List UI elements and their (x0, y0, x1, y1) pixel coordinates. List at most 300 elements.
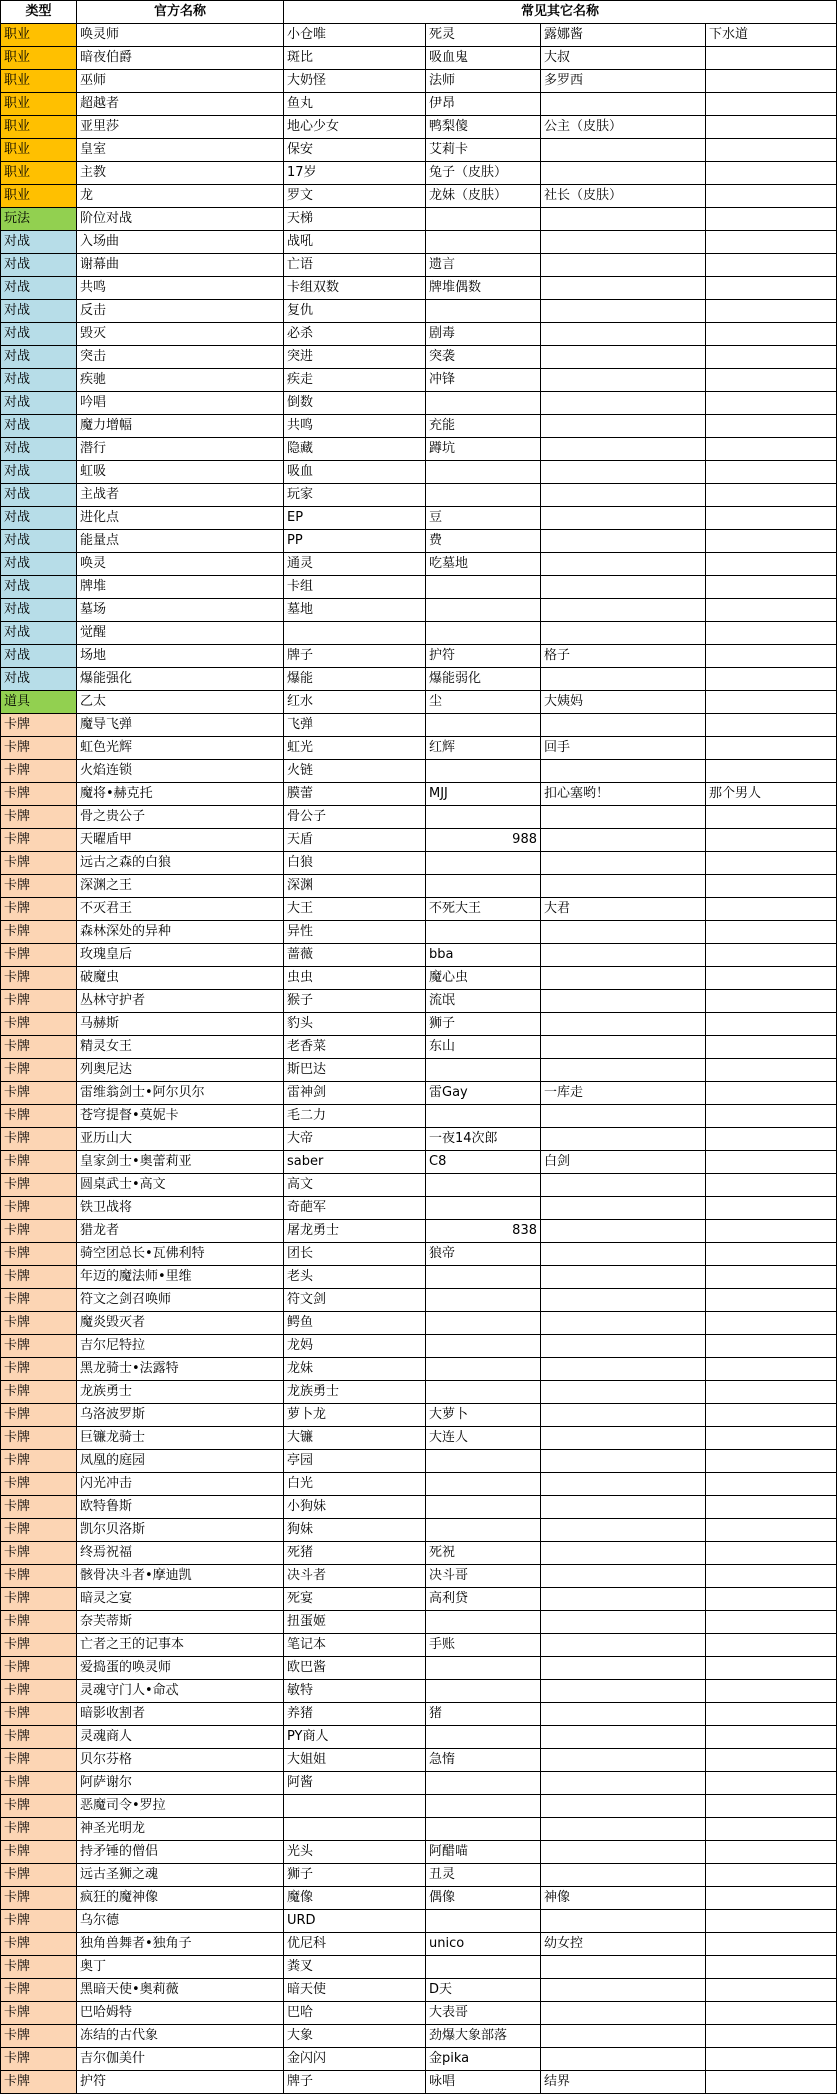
table-row (1, 2071, 837, 2094)
row-official-name-cell: 远古之森的白狼 (77, 852, 284, 875)
row-alt-name-cell: 龙妈 (284, 1335, 426, 1358)
row-alt-name-cell: 萝卜龙 (284, 1404, 426, 1427)
row-alt-name-cell (426, 1266, 541, 1289)
row-official-name-cell: 亚历山大 (77, 1128, 284, 1151)
table-row (1, 1358, 837, 1381)
row-alt-name-cell: 爆能 (284, 668, 426, 691)
table-row (1, 1887, 837, 1910)
row-alt-name-cell: 兔子（皮肤） (426, 162, 541, 185)
table-row (1, 1197, 837, 1220)
row-alt-name-cell (706, 323, 837, 346)
row-alt-name-cell: bba (426, 944, 541, 967)
row-alt-name-cell: 费 (426, 530, 541, 553)
row-alt-name-cell: 战吼 (284, 231, 426, 254)
table-row (1, 1151, 837, 1174)
row-alt-name-cell: 红水 (284, 691, 426, 714)
row-alt-name-cell: 异性 (284, 921, 426, 944)
row-alt-name-cell: C8 (426, 1151, 541, 1174)
row-alt-name-cell (706, 461, 837, 484)
row-official-name-cell: 不灭君王 (77, 898, 284, 921)
table-row (1, 668, 837, 691)
row-alt-name-cell: 那个男人 (706, 783, 837, 806)
row-alt-name-cell (426, 875, 541, 898)
row-alt-name-cell: 高文 (284, 1174, 426, 1197)
row-alt-name-cell (706, 1565, 837, 1588)
row-alt-name-cell: 狮子 (284, 1864, 426, 1887)
row-alt-name-cell: 死灵 (426, 24, 541, 47)
row-alt-name-cell (706, 70, 837, 93)
row-alt-name-cell (706, 1174, 837, 1197)
table-row (1, 967, 837, 990)
row-alt-name-cell: 牌子 (284, 2071, 426, 2094)
row-alt-name-cell: 决斗哥 (426, 1565, 541, 1588)
row-alt-name-cell: 飞弹 (284, 714, 426, 737)
table-row (1, 24, 837, 47)
row-alt-name-cell: 复仇 (284, 300, 426, 323)
row-alt-name-cell (541, 1013, 706, 1036)
row-type-cell: 卡牌 (1, 1105, 77, 1128)
row-alt-name-cell: 大奶怪 (284, 70, 426, 93)
row-alt-name-cell (706, 668, 837, 691)
row-alt-name-cell (706, 1795, 837, 1818)
row-alt-name-cell: saber (284, 1151, 426, 1174)
row-alt-name-cell (426, 1358, 541, 1381)
table-row (1, 599, 837, 622)
row-type-cell: 卡牌 (1, 1266, 77, 1289)
table-row (1, 1680, 837, 1703)
row-alt-name-cell: 老香菜 (284, 1036, 426, 1059)
table-row (1, 760, 837, 783)
table-row (1, 1496, 837, 1519)
row-alt-name-cell (706, 829, 837, 852)
row-alt-name-cell (426, 1105, 541, 1128)
row-type-cell: 卡牌 (1, 1979, 77, 2002)
row-alt-name-cell (541, 1542, 706, 1565)
table-body (1, 24, 837, 2094)
row-official-name-cell: 深渊之王 (77, 875, 284, 898)
table-row (1, 944, 837, 967)
row-alt-name-cell: 膜蕾 (284, 783, 426, 806)
table-row (1, 208, 837, 231)
row-alt-name-cell (426, 1312, 541, 1335)
row-official-name-cell: 骨之贵公子 (77, 806, 284, 829)
row-alt-name-cell: 白剑 (541, 1151, 706, 1174)
row-official-name-cell: 独角兽舞者•独角子 (77, 1933, 284, 1956)
row-alt-name-cell (706, 1082, 837, 1105)
row-alt-name-cell (426, 1450, 541, 1473)
table-row (1, 139, 837, 162)
table-row (1, 1243, 837, 1266)
row-alt-name-cell (541, 93, 706, 116)
row-type-cell: 卡牌 (1, 990, 77, 1013)
row-alt-name-cell (541, 1611, 706, 1634)
table-row (1, 1312, 837, 1335)
row-official-name-cell: 能量点 (77, 530, 284, 553)
row-alt-name-cell (541, 1243, 706, 1266)
row-alt-name-cell: 遗言 (426, 254, 541, 277)
row-alt-name-cell (706, 1335, 837, 1358)
row-alt-name-cell (541, 1795, 706, 1818)
row-alt-name-cell (426, 714, 541, 737)
row-alt-name-cell (706, 47, 837, 70)
table-row (1, 898, 837, 921)
row-type-cell: 卡牌 (1, 1404, 77, 1427)
row-alt-name-cell (706, 208, 837, 231)
table-row (1, 530, 837, 553)
row-alt-name-cell: 劲爆大象部落 (426, 2025, 541, 2048)
row-alt-name-cell: 死宴 (284, 1588, 426, 1611)
table-row (1, 1059, 837, 1082)
row-alt-name-cell: 团长 (284, 1243, 426, 1266)
row-alt-name-cell: 龙妹（皮肤） (426, 185, 541, 208)
row-alt-name-cell (706, 1703, 837, 1726)
row-type-cell: 对战 (1, 553, 77, 576)
row-alt-name-cell: 吸血鬼 (426, 47, 541, 70)
row-alt-name-cell (706, 990, 837, 1013)
row-type-cell: 卡牌 (1, 1703, 77, 1726)
row-official-name-cell: 凯尔贝洛斯 (77, 1519, 284, 1542)
table-row (1, 1473, 837, 1496)
row-type-cell: 卡牌 (1, 1795, 77, 1818)
row-type-cell: 卡牌 (1, 1128, 77, 1151)
row-alt-name-cell (426, 622, 541, 645)
row-alt-name-cell: 下水道 (706, 24, 837, 47)
row-alt-name-cell: 蹲坑 (426, 438, 541, 461)
row-type-cell: 对战 (1, 415, 77, 438)
row-official-name-cell: 巨镰龙骑士 (77, 1427, 284, 1450)
row-type-cell: 卡牌 (1, 1174, 77, 1197)
table-row (1, 231, 837, 254)
row-official-name-cell: 铁卫战将 (77, 1197, 284, 1220)
row-alt-name-cell (706, 530, 837, 553)
row-alt-name-cell (541, 392, 706, 415)
row-alt-name-cell (706, 737, 837, 760)
row-type-cell: 对战 (1, 599, 77, 622)
row-alt-name-cell (426, 760, 541, 783)
row-alt-name-cell (706, 1818, 837, 1841)
row-type-cell: 卡牌 (1, 2025, 77, 2048)
row-alt-name-cell (426, 1197, 541, 1220)
row-official-name-cell: 龙族勇士 (77, 1381, 284, 1404)
row-alt-name-cell (706, 1059, 837, 1082)
table-row (1, 1427, 837, 1450)
header-type: 类型 (1, 1, 77, 24)
row-type-cell: 卡牌 (1, 1542, 77, 1565)
table-row (1, 323, 837, 346)
row-alt-name-cell: 大连人 (426, 1427, 541, 1450)
row-alt-name-cell: 小仓唯 (284, 24, 426, 47)
row-alt-name-cell (541, 300, 706, 323)
table-row (1, 507, 837, 530)
row-alt-name-cell (541, 599, 706, 622)
row-alt-name-cell (541, 1036, 706, 1059)
table-row (1, 1657, 837, 1680)
table-row (1, 438, 837, 461)
row-alt-name-cell (541, 162, 706, 185)
row-alt-name-cell (541, 1220, 706, 1243)
row-alt-name-cell (541, 1059, 706, 1082)
row-alt-name-cell: 符文剑 (284, 1289, 426, 1312)
row-alt-name-cell (541, 484, 706, 507)
row-type-cell: 卡牌 (1, 783, 77, 806)
table-row (1, 1588, 837, 1611)
row-alt-name-cell: 大叔 (541, 47, 706, 70)
row-official-name-cell: 终焉祝福 (77, 1542, 284, 1565)
row-type-cell: 对战 (1, 392, 77, 415)
row-alt-name-cell (541, 438, 706, 461)
row-type-cell: 职业 (1, 24, 77, 47)
table-row (1, 1174, 837, 1197)
row-alt-name-cell (541, 1128, 706, 1151)
row-official-name-cell: 主战者 (77, 484, 284, 507)
row-alt-name-cell: 大帝 (284, 1128, 426, 1151)
row-alt-name-cell: 神像 (541, 1887, 706, 1910)
row-alt-name-cell: 不死大王 (426, 898, 541, 921)
row-alt-name-cell: 骨公子 (284, 806, 426, 829)
row-alt-name-cell: 白狼 (284, 852, 426, 875)
row-alt-name-cell (706, 484, 837, 507)
row-alt-name-cell: 突袭 (426, 346, 541, 369)
table-row (1, 1910, 837, 1933)
row-alt-name-cell: 回手 (541, 737, 706, 760)
row-alt-name-cell (706, 1473, 837, 1496)
table-row (1, 1289, 837, 1312)
row-alt-name-cell (706, 1358, 837, 1381)
row-type-cell: 对战 (1, 438, 77, 461)
row-alt-name-cell (541, 1565, 706, 1588)
row-type-cell: 卡牌 (1, 1473, 77, 1496)
row-alt-name-cell: 尘 (426, 691, 541, 714)
table-row (1, 300, 837, 323)
row-alt-name-cell (541, 1289, 706, 1312)
row-type-cell: 对战 (1, 645, 77, 668)
row-alt-name-cell: 金闪闪 (284, 2048, 426, 2071)
table-row (1, 254, 837, 277)
row-alt-name-cell (541, 668, 706, 691)
row-official-name-cell: 反击 (77, 300, 284, 323)
row-official-name-cell: 谢幕曲 (77, 254, 284, 277)
row-alt-name-cell (706, 599, 837, 622)
row-alt-name-cell (706, 1979, 837, 2002)
row-alt-name-cell: 阿酱 (284, 1772, 426, 1795)
row-alt-name-cell (706, 875, 837, 898)
header-other-names: 常见其它名称 (284, 1, 837, 24)
row-official-name-cell: 疾驰 (77, 369, 284, 392)
row-alt-name-cell (426, 1657, 541, 1680)
table-row (1, 1979, 837, 2002)
row-alt-name-cell (426, 1818, 541, 1841)
row-alt-name-cell (706, 1910, 837, 1933)
row-alt-name-cell: 多罗西 (541, 70, 706, 93)
row-official-name-cell: 阶位对战 (77, 208, 284, 231)
row-type-cell: 对战 (1, 277, 77, 300)
table-row (1, 1933, 837, 1956)
row-alt-name-cell (541, 1496, 706, 1519)
row-official-name-cell: 场地 (77, 645, 284, 668)
row-type-cell: 卡牌 (1, 1864, 77, 1887)
row-alt-name-cell: 卡组 (284, 576, 426, 599)
row-alt-name-cell: 大萝卜 (426, 1404, 541, 1427)
row-alt-name-cell (541, 576, 706, 599)
row-alt-name-cell (541, 346, 706, 369)
row-alt-name-cell: 倒数 (284, 392, 426, 415)
row-alt-name-cell: 决斗者 (284, 1565, 426, 1588)
row-alt-name-cell (426, 208, 541, 231)
row-alt-name-cell (541, 714, 706, 737)
row-alt-name-cell (541, 2025, 706, 2048)
row-alt-name-cell (541, 760, 706, 783)
table-row (1, 783, 837, 806)
row-official-name-cell: 神圣光明龙 (77, 1818, 284, 1841)
row-type-cell: 对战 (1, 576, 77, 599)
row-alt-name-cell (706, 1036, 837, 1059)
row-alt-name-cell (706, 622, 837, 645)
row-alt-name-cell: 鳄鱼 (284, 1312, 426, 1335)
table-row (1, 93, 837, 116)
row-alt-name-cell: 金pika (426, 2048, 541, 2071)
row-alt-name-cell (426, 1059, 541, 1082)
row-alt-name-cell: 粪叉 (284, 1956, 426, 1979)
table-row (1, 162, 837, 185)
row-type-cell: 卡牌 (1, 1036, 77, 1059)
row-official-name-cell: 冻结的古代象 (77, 2025, 284, 2048)
table-row (1, 1404, 837, 1427)
row-type-cell: 卡牌 (1, 1772, 77, 1795)
row-alt-name-cell (706, 1220, 837, 1243)
row-official-name-cell: 吉尔伽美什 (77, 2048, 284, 2071)
table-row (1, 70, 837, 93)
row-type-cell: 职业 (1, 185, 77, 208)
row-type-cell: 卡牌 (1, 1151, 77, 1174)
row-alt-name-cell (541, 1956, 706, 1979)
row-alt-name-cell (541, 1910, 706, 1933)
row-alt-name-cell (426, 1726, 541, 1749)
row-official-name-cell: 龙 (77, 185, 284, 208)
table-row (1, 2048, 837, 2071)
row-alt-name-cell: 838 (426, 1220, 541, 1243)
table-row (1, 806, 837, 829)
row-type-cell: 卡牌 (1, 1243, 77, 1266)
row-alt-name-cell: 高利贷 (426, 1588, 541, 1611)
row-alt-name-cell (706, 185, 837, 208)
row-type-cell: 卡牌 (1, 1634, 77, 1657)
row-type-cell: 卡牌 (1, 1657, 77, 1680)
row-alt-name-cell (706, 2048, 837, 2071)
row-alt-name-cell (284, 1795, 426, 1818)
row-alt-name-cell (706, 1312, 837, 1335)
row-official-name-cell: 唤灵师 (77, 24, 284, 47)
row-alt-name-cell (426, 392, 541, 415)
row-alt-name-cell (706, 576, 837, 599)
row-type-cell: 卡牌 (1, 760, 77, 783)
row-alt-name-cell: 咏唱 (426, 2071, 541, 2094)
row-alt-name-cell (706, 231, 837, 254)
row-official-name-cell: 灵魂商人 (77, 1726, 284, 1749)
row-alt-name-cell: D天 (426, 1979, 541, 2002)
table-row (1, 47, 837, 70)
row-alt-name-cell (706, 1542, 837, 1565)
row-type-cell: 对战 (1, 254, 77, 277)
row-alt-name-cell (706, 1450, 837, 1473)
row-alt-name-cell (541, 1588, 706, 1611)
row-alt-name-cell (706, 2002, 837, 2025)
row-alt-name-cell (426, 1910, 541, 1933)
row-alt-name-cell (541, 2002, 706, 2025)
row-official-name-cell: 突击 (77, 346, 284, 369)
row-type-cell: 卡牌 (1, 967, 77, 990)
table-row (1, 1772, 837, 1795)
row-type-cell: 对战 (1, 346, 77, 369)
row-alt-name-cell: 死猪 (284, 1542, 426, 1565)
table-row (1, 1105, 837, 1128)
row-alt-name-cell (541, 829, 706, 852)
row-alt-name-cell: 结界 (541, 2071, 706, 2094)
table-row (1, 691, 837, 714)
row-official-name-cell: 精灵女王 (77, 1036, 284, 1059)
row-alt-name-cell (706, 1657, 837, 1680)
row-alt-name-cell (426, 1795, 541, 1818)
table-row (1, 1749, 837, 1772)
row-alt-name-cell: 虹光 (284, 737, 426, 760)
row-alt-name-cell: 龙妹 (284, 1358, 426, 1381)
row-official-name-cell: 持矛锤的僧侣 (77, 1841, 284, 1864)
row-alt-name-cell (706, 116, 837, 139)
row-alt-name-cell (284, 1818, 426, 1841)
row-alt-name-cell: 优尼科 (284, 1933, 426, 1956)
row-alt-name-cell (706, 967, 837, 990)
row-alt-name-cell: URD (284, 1910, 426, 1933)
row-official-name-cell: 唤灵 (77, 553, 284, 576)
table-row (1, 1864, 837, 1887)
row-alt-name-cell (541, 139, 706, 162)
row-type-cell: 卡牌 (1, 944, 77, 967)
row-alt-name-cell: 阿醋喵 (426, 1841, 541, 1864)
row-alt-name-cell: 共鸣 (284, 415, 426, 438)
row-alt-name-cell: 露娜酱 (541, 24, 706, 47)
row-alt-name-cell: 地心少女 (284, 116, 426, 139)
table-row (1, 116, 837, 139)
row-type-cell: 道具 (1, 691, 77, 714)
table-row (1, 415, 837, 438)
row-type-cell: 卡牌 (1, 1427, 77, 1450)
table-row (1, 392, 837, 415)
row-official-name-cell: 魔将•赫克托 (77, 783, 284, 806)
row-alt-name-cell: 亭园 (284, 1450, 426, 1473)
row-type-cell: 卡牌 (1, 1588, 77, 1611)
row-alt-name-cell (706, 1197, 837, 1220)
table-row (1, 1082, 837, 1105)
row-official-name-cell: 火焰连锁 (77, 760, 284, 783)
row-alt-name-cell (426, 231, 541, 254)
row-alt-name-cell (541, 2048, 706, 2071)
row-alt-name-cell (706, 1611, 837, 1634)
row-alt-name-cell (541, 622, 706, 645)
table-row (1, 875, 837, 898)
row-alt-name-cell (541, 921, 706, 944)
row-alt-name-cell: 17岁 (284, 162, 426, 185)
row-alt-name-cell (541, 553, 706, 576)
row-alt-name-cell (706, 645, 837, 668)
row-type-cell: 卡牌 (1, 737, 77, 760)
row-type-cell: 对战 (1, 231, 77, 254)
row-official-name-cell: 暗夜伯爵 (77, 47, 284, 70)
row-official-name-cell: 魔导飞弹 (77, 714, 284, 737)
row-official-name-cell: 亚里莎 (77, 116, 284, 139)
row-official-name-cell: 暗影收割者 (77, 1703, 284, 1726)
row-official-name-cell: 马赫斯 (77, 1013, 284, 1036)
row-alt-name-cell (706, 2025, 837, 2048)
row-alt-name-cell (706, 507, 837, 530)
